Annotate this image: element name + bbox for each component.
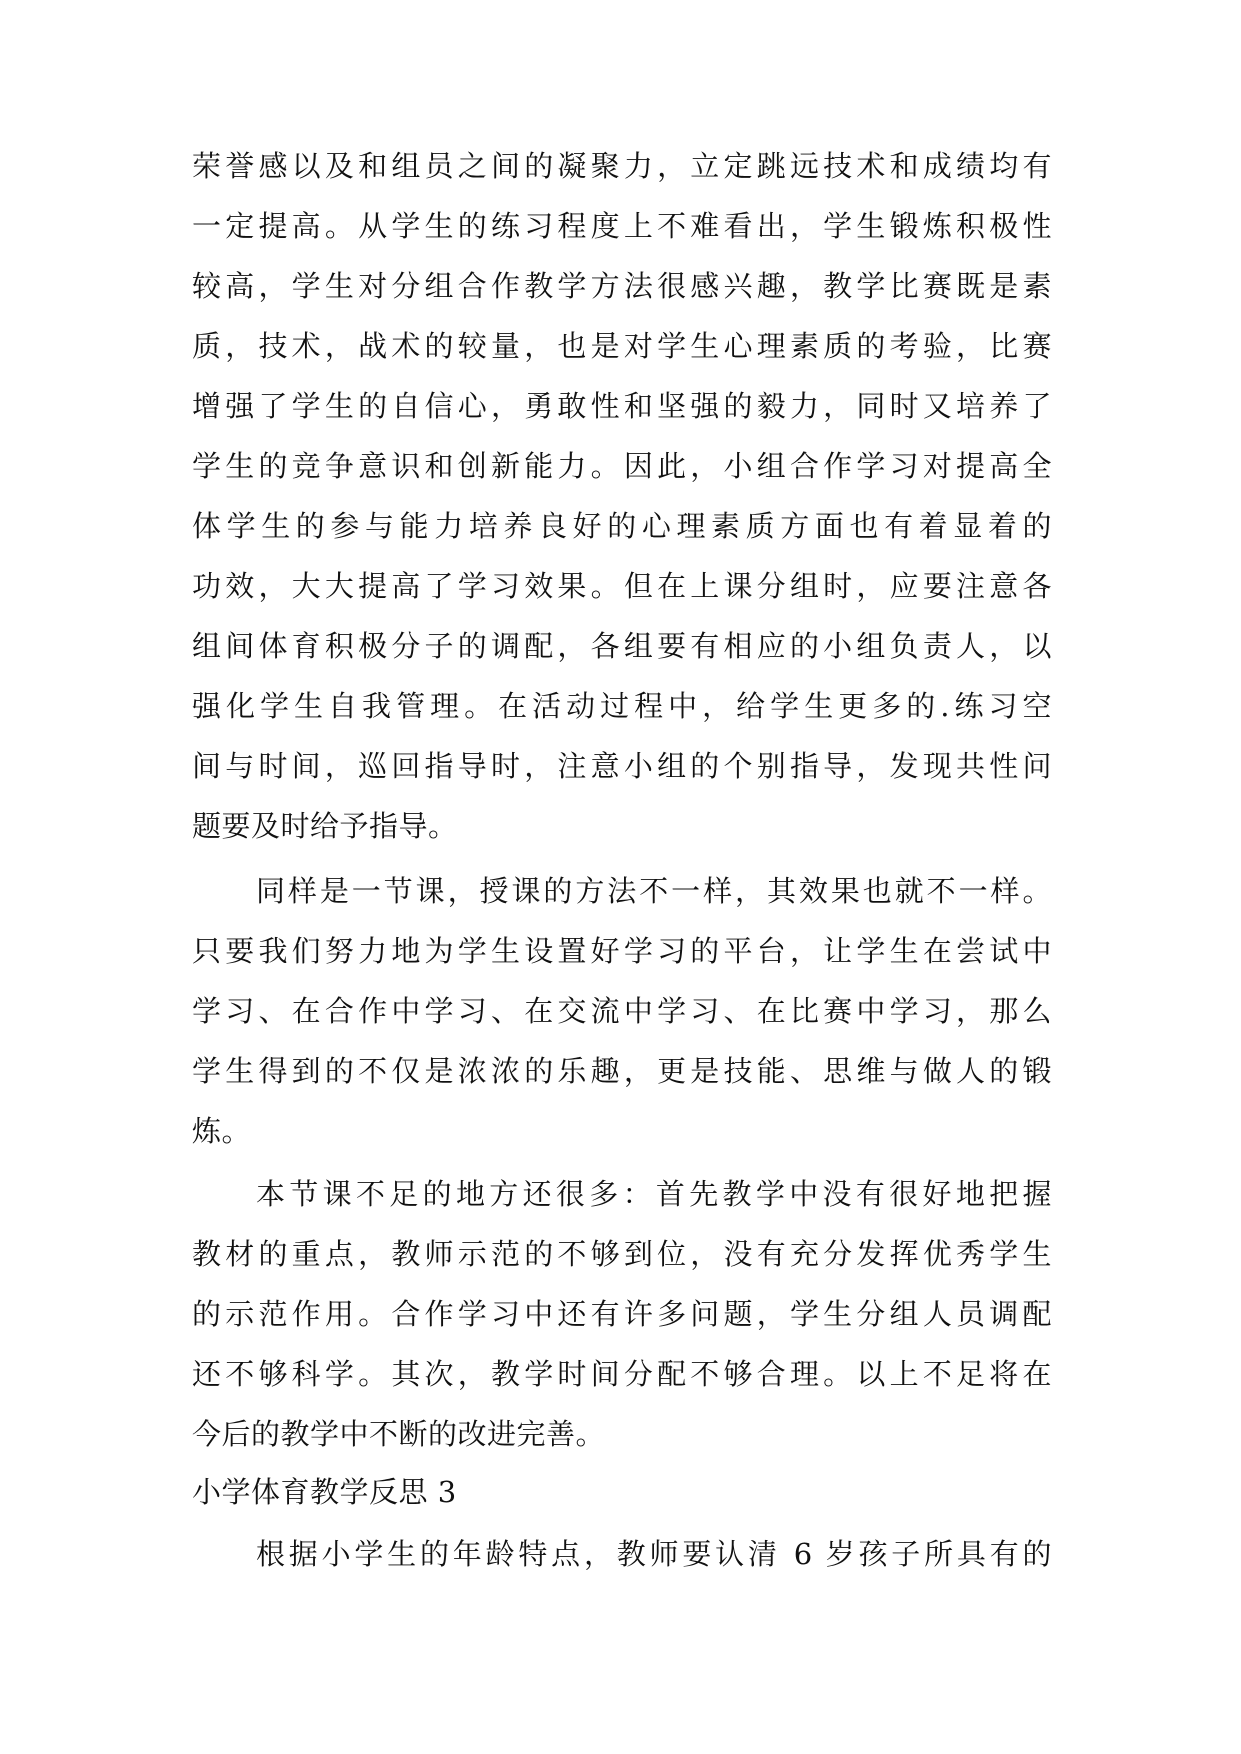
paragraph-line: 荣誉感以及和组员之间的凝聚力，立定跳远技术和成绩均有 (192, 149, 1052, 183)
paragraph-line: 功效，大大提高了学习效果。但在上课分组时，应要注意各 (192, 569, 1052, 603)
paragraph-line: 一定提高。从学生的练习程度上不难看出，学生锻炼积极性 (192, 209, 1052, 243)
paragraph-3 (192, 1164, 1052, 1464)
paragraph-line: 炼。 (192, 1114, 252, 1148)
paragraph-line: 组间体育积极分子的调配，各组要有相应的小组负责人，以 (192, 629, 1052, 663)
paragraph-line: 今后的教学中不断的改进完善。 (192, 1417, 606, 1451)
paragraph-line: 强化学生自我管理。在活动过程中，给学生更多的.练习空 (192, 689, 1052, 723)
paragraph-line: 同样是一节课，授课的方法不一样，其效果也就不一样。 (256, 874, 1052, 908)
paragraph-line: 题要及时给予指导。 (192, 809, 458, 843)
paragraph-line: 质，技术，战术的较量，也是对学生心理素质的考验，比赛 (192, 329, 1052, 363)
paragraph-line: 体学生的参与能力培养良好的心理素质方面也有着显着的 (192, 509, 1052, 543)
paragraph-line: 较高，学生对分组合作教学方法很感兴趣，教学比赛既是素 (192, 269, 1052, 303)
paragraph-line: 学生的竞争意识和创新能力。因此，小组合作学习对提高全 (192, 449, 1052, 483)
paragraph-line: 根据小学生的年龄特点，教师要认清 6 岁孩子所具有的 (256, 1537, 1052, 1571)
paragraph-line: 还不够科学。其次，教学时间分配不够合理。以上不足将在 (192, 1357, 1052, 1391)
paragraph-line: 学生得到的不仅是浓浓的乐趣，更是技能、思维与做人的锻 (192, 1054, 1052, 1088)
paragraph-line: 只要我们努力地为学生设置好学习的平台，让学生在尝试中 (192, 934, 1052, 968)
paragraph-1 (192, 136, 1052, 856)
paragraph-line: 的示范作用。合作学习中还有许多问题，学生分组人员调配 (192, 1297, 1052, 1331)
paragraph-4 (192, 1524, 1052, 1584)
paragraph-line: 学习、在合作中学习、在交流中学习、在比赛中学习，那么 (192, 994, 1052, 1028)
paragraph-2 (192, 861, 1052, 1161)
section-heading-text: 小学体育教学反思 3 (192, 1475, 457, 1509)
section-heading (192, 1462, 1052, 1522)
paragraph-line: 本节课不足的地方还很多：首先教学中没有很好地把握 (256, 1177, 1052, 1211)
paragraph-line: 教材的重点，教师示范的不够到位，没有充分发挥优秀学生 (192, 1237, 1052, 1271)
paragraph-line: 增强了学生的自信心，勇敢性和坚强的毅力，同时又培养了 (192, 389, 1052, 423)
paragraph-line: 间与时间，巡回指导时，注意小组的个别指导，发现共性问 (192, 749, 1052, 783)
